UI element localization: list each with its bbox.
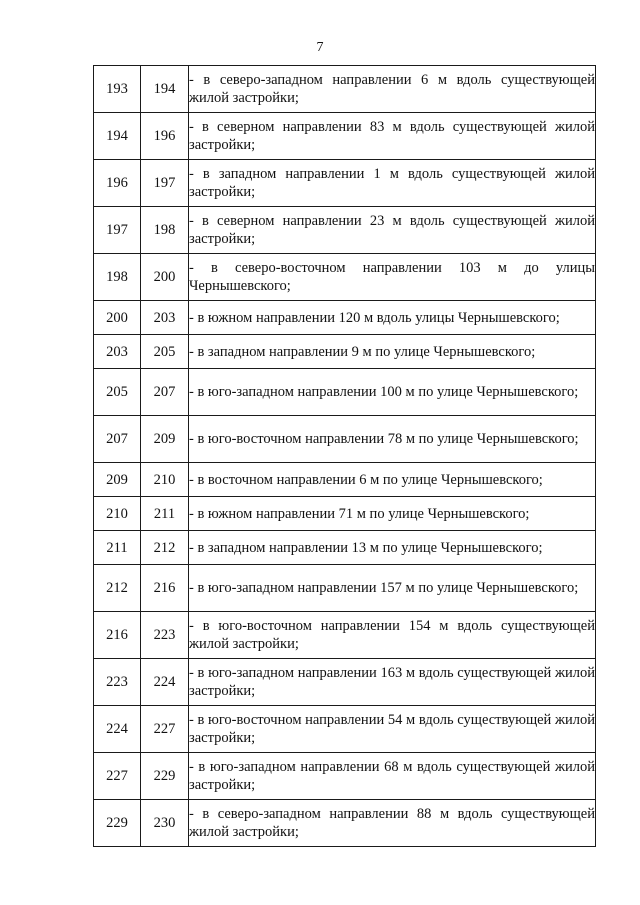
point-to: 229: [141, 753, 189, 800]
segment-description: - в северном направлении 23 м вдоль существующей жилой застройки;: [189, 207, 596, 254]
point-from: 229: [94, 800, 141, 847]
table-row: [94, 463, 596, 497]
table-row: [94, 800, 596, 847]
segment-description: - в западном направлении 1 м вдоль существующей жилой застройки;: [189, 160, 596, 207]
point-from: 227: [94, 753, 141, 800]
point-to: 205: [141, 335, 189, 369]
point-to: 207: [141, 369, 189, 416]
segment-description: - в юго-западном направлении 157 м по улице Чернышевского;: [189, 565, 596, 612]
point-to: 227: [141, 706, 189, 753]
table-row: [94, 160, 596, 207]
point-from: 203: [94, 335, 141, 369]
point-from: 209: [94, 463, 141, 497]
point-to: 209: [141, 416, 189, 463]
segment-description: - в юго-восточном направлении 54 м вдоль существующей жилой застройки;: [189, 706, 596, 753]
point-from: 198: [94, 254, 141, 301]
table-row: [94, 113, 596, 160]
point-to: 211: [141, 497, 189, 531]
segment-description: - в западном направлении 13 м по улице Чернышевского;: [189, 531, 596, 565]
table-row: [94, 706, 596, 753]
point-to: 216: [141, 565, 189, 612]
point-to: 203: [141, 301, 189, 335]
point-to: 230: [141, 800, 189, 847]
page-number: 7: [316, 40, 324, 55]
table-row: [94, 753, 596, 800]
point-to: 198: [141, 207, 189, 254]
point-to: 210: [141, 463, 189, 497]
point-to: 223: [141, 612, 189, 659]
table-row: [94, 565, 596, 612]
point-from: 211: [94, 531, 141, 565]
point-to: 197: [141, 160, 189, 207]
table-row: [94, 369, 596, 416]
segment-description: - в юго-восточном направлении 78 м по улице Чернышевского;: [189, 416, 596, 463]
point-from: 224: [94, 706, 141, 753]
point-to: 196: [141, 113, 189, 160]
table-row: [94, 531, 596, 565]
segment-description: - в северном направлении 83 м вдоль существующей жилой застройки;: [189, 113, 596, 160]
table-row: [94, 254, 596, 301]
point-from: 212: [94, 565, 141, 612]
table-row: [94, 207, 596, 254]
point-from: 194: [94, 113, 141, 160]
point-from: 193: [94, 66, 141, 113]
point-from: 223: [94, 659, 141, 706]
segment-description: - в юго-восточном направлении 154 м вдоль существующей жилой застройки;: [189, 612, 596, 659]
point-from: 197: [94, 207, 141, 254]
segment-description: - в северо-западном направлении 88 м вдоль существующей жилой застройки;: [189, 800, 596, 847]
segment-description: - в юго-западном направлении 163 м вдоль существующей жилой застройки;: [189, 659, 596, 706]
segment-description: - в юго-западном направлении 68 м вдоль существующей жилой застройки;: [189, 753, 596, 800]
segment-description: - в юго-западном направлении 100 м по улице Чернышевского;: [189, 369, 596, 416]
point-to: 200: [141, 254, 189, 301]
point-from: 216: [94, 612, 141, 659]
table-row: [94, 497, 596, 531]
point-from: 205: [94, 369, 141, 416]
point-from: 196: [94, 160, 141, 207]
segment-description: - в южном направлении 120 м вдоль улицы Чернышевского;: [189, 301, 596, 335]
point-from: 200: [94, 301, 141, 335]
point-to: 194: [141, 66, 189, 113]
table-row: [94, 66, 596, 113]
table-row: [94, 416, 596, 463]
point-from: 210: [94, 497, 141, 531]
point-to: 212: [141, 531, 189, 565]
segment-description: - в северо-западном направлении 6 м вдоль существующей жилой застройки;: [189, 66, 596, 113]
segment-description: - в восточном направлении 6 м по улице Чернышевского;: [189, 463, 596, 497]
table-row: [94, 301, 596, 335]
table-row: [94, 335, 596, 369]
point-from: 207: [94, 416, 141, 463]
boundary-table: [93, 65, 596, 847]
segment-description: - в западном направлении 9 м по улице Чернышевского;: [189, 335, 596, 369]
segment-description: - в северо-восточном направлении 103 м до улицы Чернышевского;: [189, 254, 596, 301]
point-to: 224: [141, 659, 189, 706]
table-row: [94, 659, 596, 706]
segment-description: - в южном направлении 71 м по улице Чернышевского;: [189, 497, 596, 531]
table-row: [94, 612, 596, 659]
